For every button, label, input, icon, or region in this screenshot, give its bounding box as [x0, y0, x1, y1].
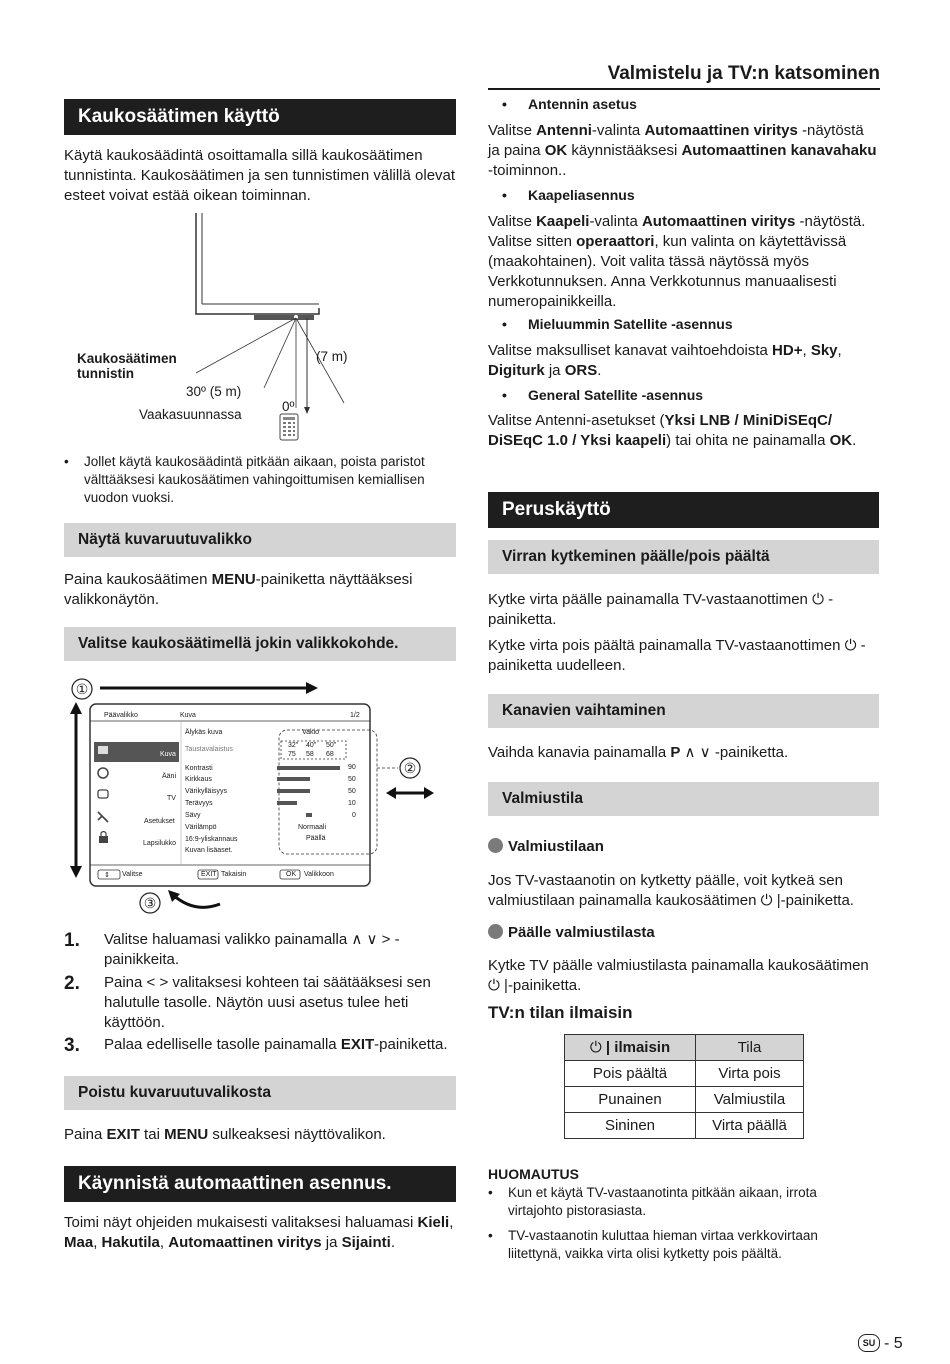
select-menu-heading: Valitse kaukosäätimellä jokin valikkokohde. [64, 627, 456, 661]
cable-bullet: • Kaapeliasennus [488, 187, 635, 203]
page-number: - 5 [884, 1335, 903, 1352]
footer-select-icon: ⇕ [104, 872, 110, 879]
bullet-icon: • [502, 96, 507, 112]
menu-sidebar-item[interactable]: TV [167, 795, 176, 802]
table-row: Sininen Virta päällä [565, 1113, 804, 1139]
exit-menu-heading: Poistu kuvaruutuvalikosta [64, 1076, 456, 1110]
power-off-text: Kytke virta pois päältä painamalla TV-vastaanottimen ⏻ -painiketta uudelleen. [488, 637, 866, 674]
step-1: 1. Valitse haluamasi valikko painamalla ∧ ∨ > -painikkeita. [64, 930, 400, 968]
angle-0-label: 0º [282, 399, 295, 414]
backlight-size: 40" [306, 742, 317, 749]
remote-text: Käytä kaukosäädintä osoittamalla sillä kaukosäätimen tunnistinta. Kaukosäätimen ja sen tunnistimen välillä olevat esteet voivat estää oikean toiminnan. [64, 147, 456, 204]
backlight-value: 68 [326, 751, 334, 758]
auto-install-text: Toimi näyt ohjeiden mukaisesti valitaksesi haluamasi Kieli, Maa, Hakutila, Automaattinen viritys ja Sijainti. [64, 1214, 454, 1251]
general-sat-bullet: • General Satellite -asennus [488, 387, 703, 403]
battery-note: • Jollet käytä kaukosäädintä pitkään aikaan, poista paristot välttääksesi kaukosäätimen vahingoittumisen kemiallisen vuodon vuoksi. [64, 454, 425, 505]
menu-sidebar-item[interactable]: Lapsilukko [143, 840, 177, 847]
footer-back-label: Takaisin [221, 871, 247, 878]
menu-sidebar-item[interactable]: Asetukset [144, 818, 175, 825]
backlight-value: 58 [306, 751, 314, 758]
note-heading: HUOMAUTUS [488, 1166, 579, 1182]
step-3: 3. Palaa edelliselle tasolle painamalla EXIT-painiketta. [64, 1035, 448, 1056]
menu-item[interactable]: Sävy [185, 812, 201, 819]
standby-text-1: Jos TV-vastaanotin on kytketty päälle, voit kytkeä sen valmiustilaan painamalla kaukosäätimen ⏻ |-painiketta. [488, 872, 854, 909]
standby-sub-2: Päälle valmiustilasta [488, 924, 655, 941]
remote-heading: Kaukosäätimen käyttö [64, 99, 456, 135]
slider-value: 0 [352, 812, 356, 819]
note-item: • Kun et käytä TV-vastaanotinta pitkään aikaan, irrota virtajohto pistorasiasta. [488, 1185, 817, 1218]
remote-sensor-diagram [64, 208, 456, 444]
page-title: Valmistelu ja TV:n katsominen [607, 63, 880, 84]
menu-item[interactable]: 16:9-yliskannaus [185, 836, 238, 843]
svg-text:③: ③ [143, 895, 157, 911]
menu-item[interactable]: Värikylläisyys [185, 788, 228, 795]
title-rule [488, 88, 880, 90]
backlight-size: 32" [288, 742, 299, 749]
channels-heading: Kanavien vaihtaminen [488, 694, 879, 728]
show-menu-text: Paina kaukosäätimen MENU-painiketta näyttääksesi valikkonäytön. [64, 571, 413, 608]
circle-bullet-icon [488, 838, 503, 853]
channels-text: Vaihda kanavia painamalla P ∧ ∨ -painiketta. [488, 744, 789, 761]
circle-bullet-icon [488, 924, 503, 939]
power-icon: ⏻ [812, 591, 824, 608]
slider-value: 50 [348, 776, 356, 783]
color-temp-value: Normaali [298, 824, 327, 831]
bullet-icon: • [64, 454, 69, 469]
menu-item[interactable]: Älykäs kuva [185, 729, 223, 736]
menu-page-label: 1/2 [350, 712, 360, 719]
table-row: Pois päältä Virta pois [565, 1061, 804, 1087]
auto-install-heading: Käynnistä automaattinen asennus. [64, 1166, 456, 1202]
standby-heading: Valmiustila [488, 782, 879, 816]
menu-nav-diagram [64, 672, 456, 922]
bullet-icon: • [502, 316, 507, 332]
power-icon: ⏻ [488, 977, 500, 994]
bullet-icon: • [502, 387, 507, 403]
menu-item[interactable]: Kuvan lisäaset. [185, 847, 233, 854]
standby-sub-1: Valmiustilaan [488, 838, 604, 855]
backlight-value: 75 [288, 751, 296, 758]
footer-exit-key: EXIT [201, 871, 217, 878]
show-menu-heading: Näytä kuvaruutuvalikko [64, 523, 456, 557]
range-7m-label: (7 m) [316, 349, 348, 364]
preferred-sat-text: Valitse maksulliset kanavat vaihtoehdoista HD+, Sky, Digiturk ja ORS. [488, 342, 842, 379]
menu-sidebar-item[interactable]: Ääni [162, 773, 177, 780]
cable-text: Valitse Kaapeli-valinta Automaattinen viritys -näytöstä. Valitse sitten operaattori, kun valinta on käytettävissä (maakohtainen). Voit valita tässä näytössä myös Verkkotunnuksen. Anna Verkkotunnus manuaalisesti numeropainikkeilla. [488, 213, 866, 310]
footer-ok-key: OK [286, 871, 297, 878]
table-row: Punainen Valmiustila [565, 1087, 804, 1113]
slider-value: 50 [348, 788, 356, 795]
indicator-table [564, 1034, 804, 1139]
slider-value: 10 [348, 800, 356, 807]
bullet-icon: • [488, 1185, 493, 1200]
bullet-icon: • [488, 1228, 493, 1243]
power-icon: ⏻ [844, 637, 857, 654]
step-2: 2. Paina < > valitaksesi kohteen tai säätääksesi sen halutulle tasolle. Näytön uusi asetus tulee heti käyttöön. [64, 973, 431, 1031]
power-icon: ⏻ [760, 892, 773, 909]
note-item: • TV-vastaanotin kuluttaa hieman virtaa verkkovirtaan liitettynä, vaikka virta olisi kytketty pois päältä. [488, 1228, 818, 1261]
sensor-label: Kaukosäätimen tunnistin [77, 351, 177, 381]
indicator-heading: TV:n tilan ilmaisin [488, 1003, 633, 1022]
power-heading: Virran kytkeminen päälle/pois päältä [488, 540, 879, 574]
exit-menu-text: Paina EXIT tai MENU sulkeaksesi näyttövalikon. [64, 1126, 386, 1143]
menu-item[interactable]: Kirkkaus [185, 776, 212, 783]
language-badge: SU [858, 1334, 880, 1352]
basic-use-heading: Peruskäyttö [488, 492, 879, 528]
menu-current-label: Kuva [180, 712, 196, 719]
menu-item[interactable]: Terävyys [185, 800, 213, 807]
svg-text:②: ② [403, 760, 417, 776]
antenna-bullet: • Antennin asetus [488, 96, 637, 112]
standby-text-2: Kytke TV päälle valmiustilasta painamalla kaukosäätimen ⏻ |-painiketta. [488, 957, 869, 994]
menu-root-label: Päävalikko [104, 712, 138, 719]
state-col-header: Tila [696, 1035, 804, 1061]
svg-text:①: ① [75, 681, 89, 697]
indicator-col-header: ⏻ | ilmaisin [565, 1035, 696, 1061]
slider-value: 90 [348, 764, 356, 771]
power-icon: ⏻ [589, 1039, 602, 1056]
overscan-value: Päällä [306, 835, 326, 842]
backlight-size: 50" [326, 742, 337, 749]
bullet-icon: • [502, 187, 507, 203]
preferred-sat-bullet: • Mieluummin Satellite -asennus [488, 316, 733, 332]
smart-picture-value: Vakio [302, 729, 319, 736]
antenna-text: Valitse Antenni-valinta Automaattinen viritys -näytöstä ja paina OK käynnistääksesi Automaattinen kanavahaku -toiminnon.. [488, 122, 877, 179]
footer-select-label: Valitse [122, 871, 143, 878]
angle-30-label: 30º (5 m) [186, 384, 242, 399]
power-on-text: Kytke virta päälle painamalla TV-vastaanottimen ⏻ -painiketta. [488, 591, 834, 628]
menu-item[interactable]: Kontrasti [185, 765, 213, 772]
menu-item[interactable]: Taustavalaistus [185, 746, 233, 753]
horizontal-label: Vaakasuunnassa [139, 407, 242, 422]
footer-ok-label: Valikkoon [304, 871, 334, 878]
menu-item[interactable]: Värilämpö [185, 824, 217, 831]
menu-sidebar-item[interactable]: Kuva [160, 751, 176, 758]
general-sat-text: Valitse Antenni-asetukset (Yksi LNB / MiniDiSEqC/ DiSEqC 1.0 / Yksi kaapeli) tai ohita ne painamalla OK. [488, 412, 857, 449]
